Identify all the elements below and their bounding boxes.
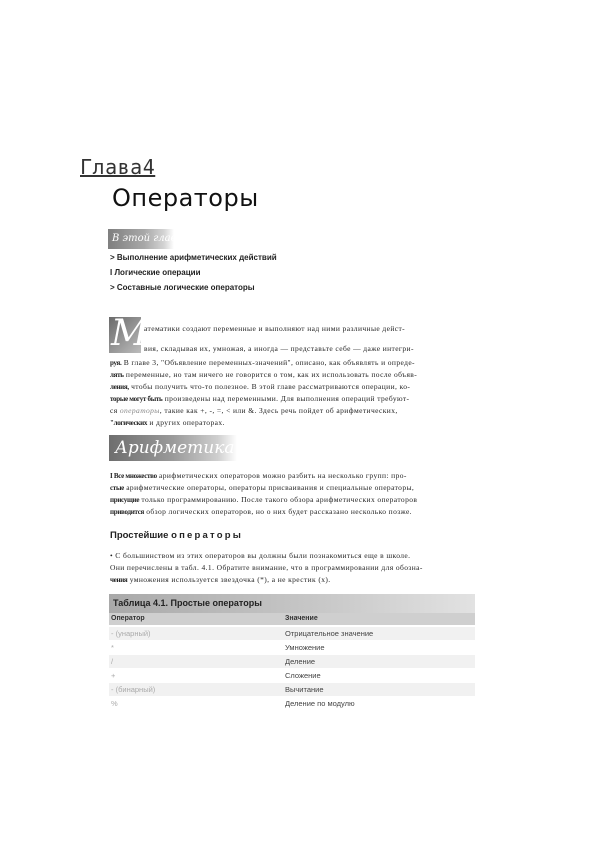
table-header [109,613,475,625]
intro-text: произведены над переменными. Для выполнения операций требуют- [162,394,410,403]
section-lead: стые [110,484,124,492]
col-meaning: Значение [285,615,318,622]
intro-text: переменные, но там ничего не говорится о том, как их использовать после объяв- [123,370,418,379]
sub-line [110,575,331,584]
intro-text: чтобы получить что-то полезное. В этой главе рассматриваются операции, ко- [128,382,411,391]
section-line [110,471,407,480]
cell-meaning: Отрицательное значение [285,629,374,638]
section-text: обзор логических операторов, но о них будет рассказано несколько позже. [143,507,412,516]
section-lead: приводится [110,508,144,516]
intro-line: атематики создают переменные и выполняют над ними различные дейст- [144,324,406,333]
cell-meaning: Вычитание [285,685,324,694]
intro-line [110,394,409,403]
intro-text: ся [110,406,120,415]
cell-operator: - (унарный) [111,629,151,638]
toc-item: I Логические операции [110,268,201,277]
intro-line [110,358,415,367]
subheading-spaced: операторы [171,530,244,541]
table-row [109,627,475,640]
intro-line [110,406,398,415]
subheading-word: Простейшие [110,530,169,541]
cell-operator: + [111,671,116,680]
toc-item: > Составные логические операторы [110,283,255,292]
intro-line [110,370,417,379]
cell-meaning: Деление [285,657,316,666]
intro-lead: руя. [110,359,122,367]
sub-text: умножения используется звездочка (*), а не крестик (x). [127,575,331,584]
section-lead: присущие [110,496,140,504]
chapter-label: Глава4 [80,155,156,179]
intro-text: и других операторах. [147,418,225,427]
intro-text: В главе 3, "Объявление переменных-значений", описано, как объявлять и опреде- [121,358,415,367]
cell-operator: % [111,699,118,708]
section-line [110,507,412,516]
subheading [110,530,243,541]
section-line [110,495,417,504]
intro-line: вия, складывая их, умножая, а иногда — представьте себе — даже интегри- [144,344,414,353]
table-row [109,655,475,668]
section-text: арифметические операторы, операторы присваивания и специальные операторы, [123,483,415,492]
intro-lead: "логических [110,419,148,427]
operators-table [109,594,475,712]
section-text: арифметических операторов можно разбить на несколько групп: про- [156,471,407,480]
intro-line [110,418,225,427]
dropcap [109,313,148,354]
table-row [109,697,475,710]
section-lead: I Все множество [110,472,157,480]
intro-line [110,382,410,391]
sub-lead: чения [110,576,128,584]
dropcap-letter: М [111,313,148,354]
sub-line: • С большинством из этих операторов вы должны были познакомиться еще в школе. [110,551,411,560]
section-text: только программированию. После такого обзора арифметических операторов [139,495,418,504]
cell-operator: - (бинарный) [111,685,156,694]
cell-operator: * [111,643,114,652]
in-chapter-banner: В этой главе... [108,229,174,249]
page-title: Операторы [112,184,259,212]
intro-lead: лять [110,371,124,379]
table-caption: Таблица 4.1. Простые операторы [109,594,475,613]
sub-line: Они перечислены в табл. 4.1. Обратите внимание, что в программировании для обозна- [110,563,423,572]
intro-lead: торые могут быть [110,395,163,403]
intro-lead: ления, [110,383,129,391]
toc-item: > Выполнение арифметических действий [110,253,277,262]
section-line [110,483,414,492]
section-heading: Арифметика [109,435,237,461]
cell-meaning: Умножение [285,643,325,652]
intro-italic: операторы [119,406,160,415]
cell-operator: / [111,657,114,666]
intro-text: , такие как +, -, =, < или &. Здесь речь пойдет об арифметических, [159,406,398,415]
table-row [109,683,475,696]
table-row [109,669,475,682]
cell-meaning: Деление по модулю [285,699,355,708]
cell-meaning: Сложение [285,671,321,680]
table-row [109,641,475,654]
col-operator: Оператор [111,615,145,622]
